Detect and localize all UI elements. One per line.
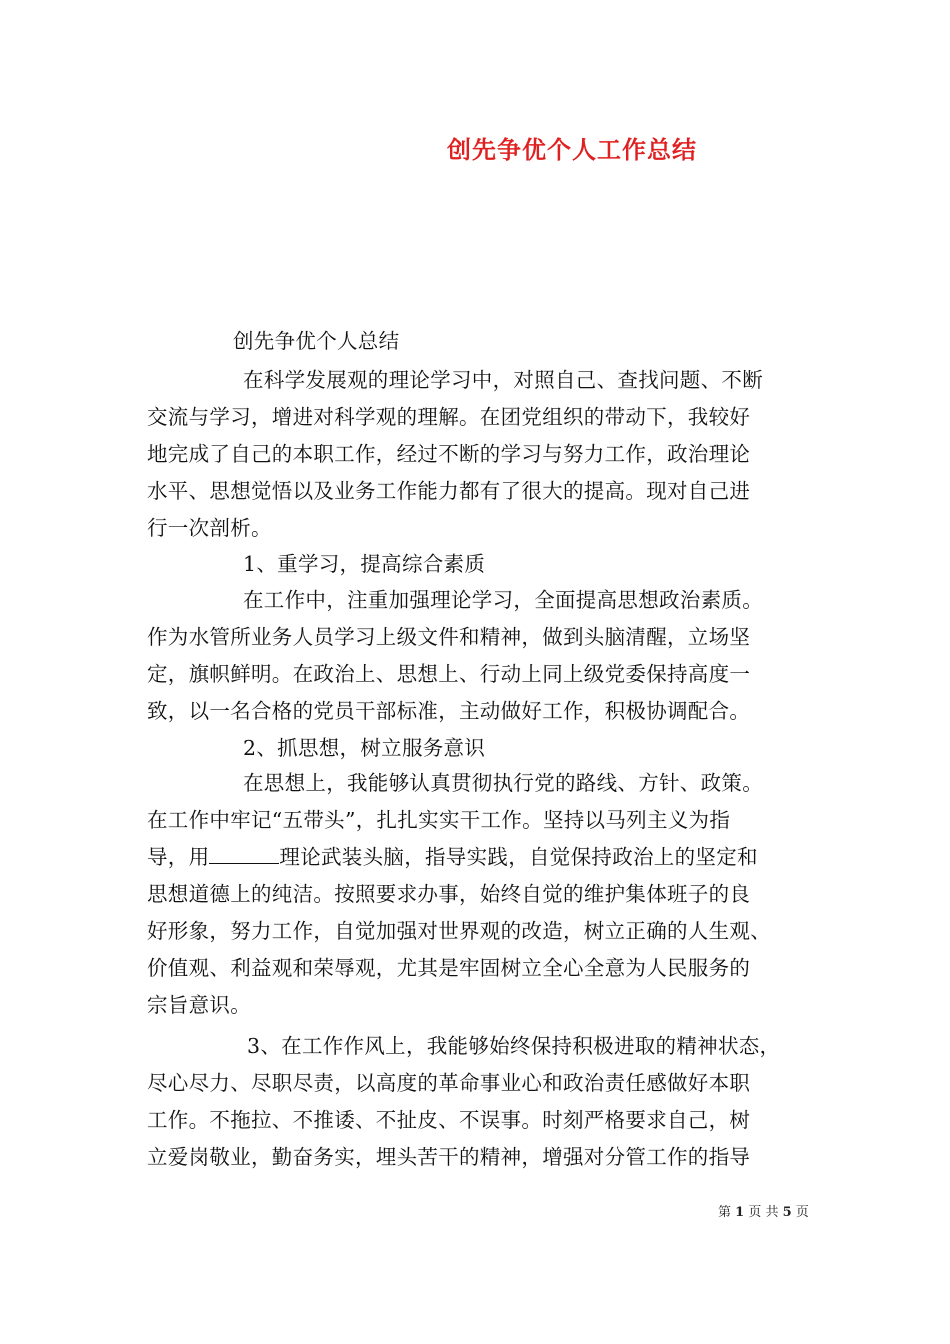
paragraph-text-segment: 导，用 — [147, 845, 210, 869]
page-title: 创先争优个人工作总结 — [447, 135, 697, 164]
page-footer — [718, 1204, 809, 1222]
paragraph-line: 地完成了自己的本职工作，经过不断的学习与努力工作，政治理论 — [147, 442, 751, 466]
section-heading-2: 2、抓思想，树立服务意识 — [243, 736, 486, 760]
paragraph-line: 交流与学习，增进对科学观的理解。在团党组织的带动下，我较好 — [147, 405, 751, 429]
document-subtitle: 创先争优个人总结 — [233, 329, 400, 353]
blank-underline — [209, 843, 279, 864]
paragraph-line: 在工作中牢记“五带头”，扎扎实实干工作。坚持以马列主义为指 — [147, 808, 731, 832]
footer-total-pages: 5 — [782, 1205, 792, 1220]
paragraph-line: 定，旗帜鲜明。在政治上、思想上、行动上同上级党委保持高度一 — [147, 662, 751, 686]
footer-middle: 页 共 — [748, 1205, 779, 1220]
paragraph-line: 尽心尽力、尽职尽责，以高度的革命事业心和政治责任感做好本职 — [147, 1071, 751, 1095]
paragraph-line: 价值观、利益观和荣辱观，尤其是牢固树立全心全意为人民服务的 — [147, 956, 751, 980]
paragraph-line: 立爱岗敬业，勤奋务实，埋头苦干的精神，增强对分管工作的指导 — [147, 1145, 751, 1169]
paragraph-line: 水平、思想觉悟以及业务工作能力都有了很大的提高。现对自己进 — [147, 479, 751, 503]
paragraph-line: 好形象，努力工作，自觉加强对世界观的改造，树立正确的人生观、 — [147, 919, 771, 943]
paragraph-text-segment: 理论武装头脑，指导实践，自觉保持政治上的坚定和 — [279, 845, 758, 869]
paragraph-line: 行一次剖析。 — [147, 516, 272, 540]
paragraph-line: 工作。不拖拉、不推诿、不扯皮、不误事。时刻严格要求自己，树 — [147, 1108, 751, 1132]
paragraph-line: 宗旨意识。 — [147, 993, 251, 1017]
paragraph-line: 在思想上，我能够认真贯彻执行党的路线、方针、政策。 — [243, 771, 763, 795]
footer-suffix: 页 — [795, 1205, 809, 1220]
paragraph-line: 在工作中，注重加强理论学习，全面提高思想政治素质。 — [243, 588, 763, 612]
paragraph-line: 3、在工作作风上，我能够始终保持积极进取的精神状态， — [247, 1034, 781, 1058]
section-heading-1: 1、重学习，提高综合素质 — [243, 552, 486, 576]
footer-page-number: 1 — [735, 1205, 745, 1220]
paragraph-line — [147, 842, 758, 872]
footer-prefix: 第 — [718, 1205, 732, 1220]
paragraph-line: 在科学发展观的理论学习中，对照自己、查找问题、不断 — [243, 368, 763, 392]
paragraph-line: 思想道德上的纯洁。按照要求办事，始终自觉的维护集体班子的良 — [147, 882, 751, 906]
paragraph-line: 致，以一名合格的党员干部标准，主动做好工作，积极协调配合。 — [147, 699, 751, 723]
paragraph-line: 作为水管所业务人员学习上级文件和精神，做到头脑清醒，立场坚 — [147, 625, 751, 649]
